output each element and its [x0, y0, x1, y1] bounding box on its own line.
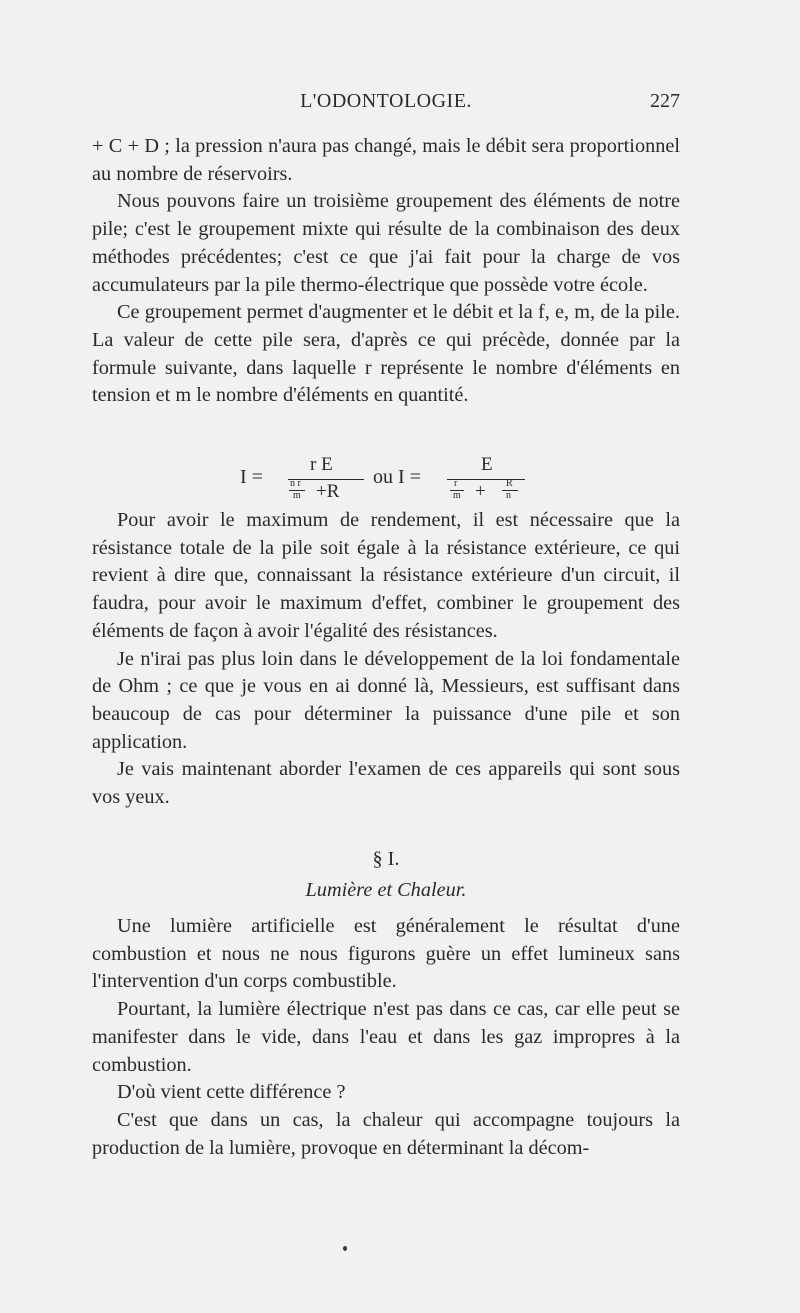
- paragraph: Je vais maintenant aborder l'examen de ces appareils qui sont sous vos yeux.: [92, 758, 680, 809]
- fraction-bar-2: [447, 479, 525, 480]
- formula-connector: ou I =: [373, 466, 421, 488]
- ink-speck: [343, 1246, 347, 1251]
- section-number: § I.: [372, 848, 400, 870]
- paragraph: Pourtant, la lumière électrique n'est pas dans ce cas, car elle peut se manifester dans le vide, dans l'eau et dans les gaz impropres à la combustion.: [92, 998, 680, 1076]
- formula-subfrac-den-3: n: [506, 490, 511, 501]
- formula-numerator-1: r E: [310, 454, 333, 475]
- paragraph: D'où vient cette différence ?: [117, 1081, 346, 1104]
- section-title: Lumière et Chaleur.: [305, 879, 467, 901]
- paragraph: Nous pouvons faire un troisième groupement des éléments de notre pile; c'est le groupement mixte qui résulte de la combinaison des deux méthodes précédentes; c'est ce que j'ai fait pour la charge de vos accumulateurs par la pile thermo-électrique que possède votre école.: [92, 190, 680, 296]
- formula-den-plus: +: [475, 481, 486, 502]
- body-text-bottom: [92, 913, 680, 1162]
- formula-subfrac-den-1: m: [293, 490, 301, 501]
- paragraph: Ce groupement permet d'augmenter et le débit et la f, e, m, de la pile. La valeur de cette pile sera, d'après ce qui précède, donnée par la formule suivante, dans laquelle r représente le nombre d'éléments en tension et m le nombre d'éléments en quantité.: [92, 301, 680, 407]
- formula-subfrac-den-2: m: [453, 490, 461, 501]
- formula-subfrac-num-3: R: [506, 478, 513, 489]
- page-header: [92, 90, 680, 120]
- paragraph: Pour avoir le maximum de rendement, il est nécessaire que la résistance totale de la pile soit égale à la résistance extérieure, ce qui revient à dire que, connaissant la résistance extérieure d'un circuit, il faudra, pour avoir le maximum d'effet, combiner le groupement des éléments de façon à avoir l'égalité des résistances.: [92, 509, 680, 642]
- formula: [92, 452, 680, 508]
- paragraph: Je n'irai pas plus loin dans le développement de la loi fondamentale de Ohm ; ce que je vous en ai donné là, Messieurs, est suffisant dans beaucoup de cas pour déterminer la puissance d'une pile et son application.: [92, 647, 680, 753]
- body-text-top: [92, 133, 680, 410]
- paragraph: C'est que dans un cas, la chaleur qui accompagne toujours la production de la lumière, provoque en déterminant la décom-: [92, 1108, 680, 1159]
- body-text-middle: [92, 507, 680, 812]
- running-title: L'ODONTOLOGIE.: [300, 90, 472, 112]
- formula-numerator-2: E: [481, 454, 493, 475]
- formula-den-plus-r: +R: [316, 481, 340, 502]
- formula-subfrac-num-2: r: [454, 478, 458, 489]
- formula-subfrac-num-1: n r: [290, 478, 301, 489]
- page-number: 227: [650, 90, 680, 112]
- paragraph: Une lumière artificielle est généralement le résultat d'une combustion et nous ne nous figurons guère un effet lumineux sans l'intervention d'un corps combustible.: [92, 915, 680, 993]
- formula-lhs: I =: [240, 466, 263, 488]
- paragraph: + C + D ; la pression n'aura pas changé, mais le débit sera proportionnel au nombre de réservoirs.: [92, 135, 680, 185]
